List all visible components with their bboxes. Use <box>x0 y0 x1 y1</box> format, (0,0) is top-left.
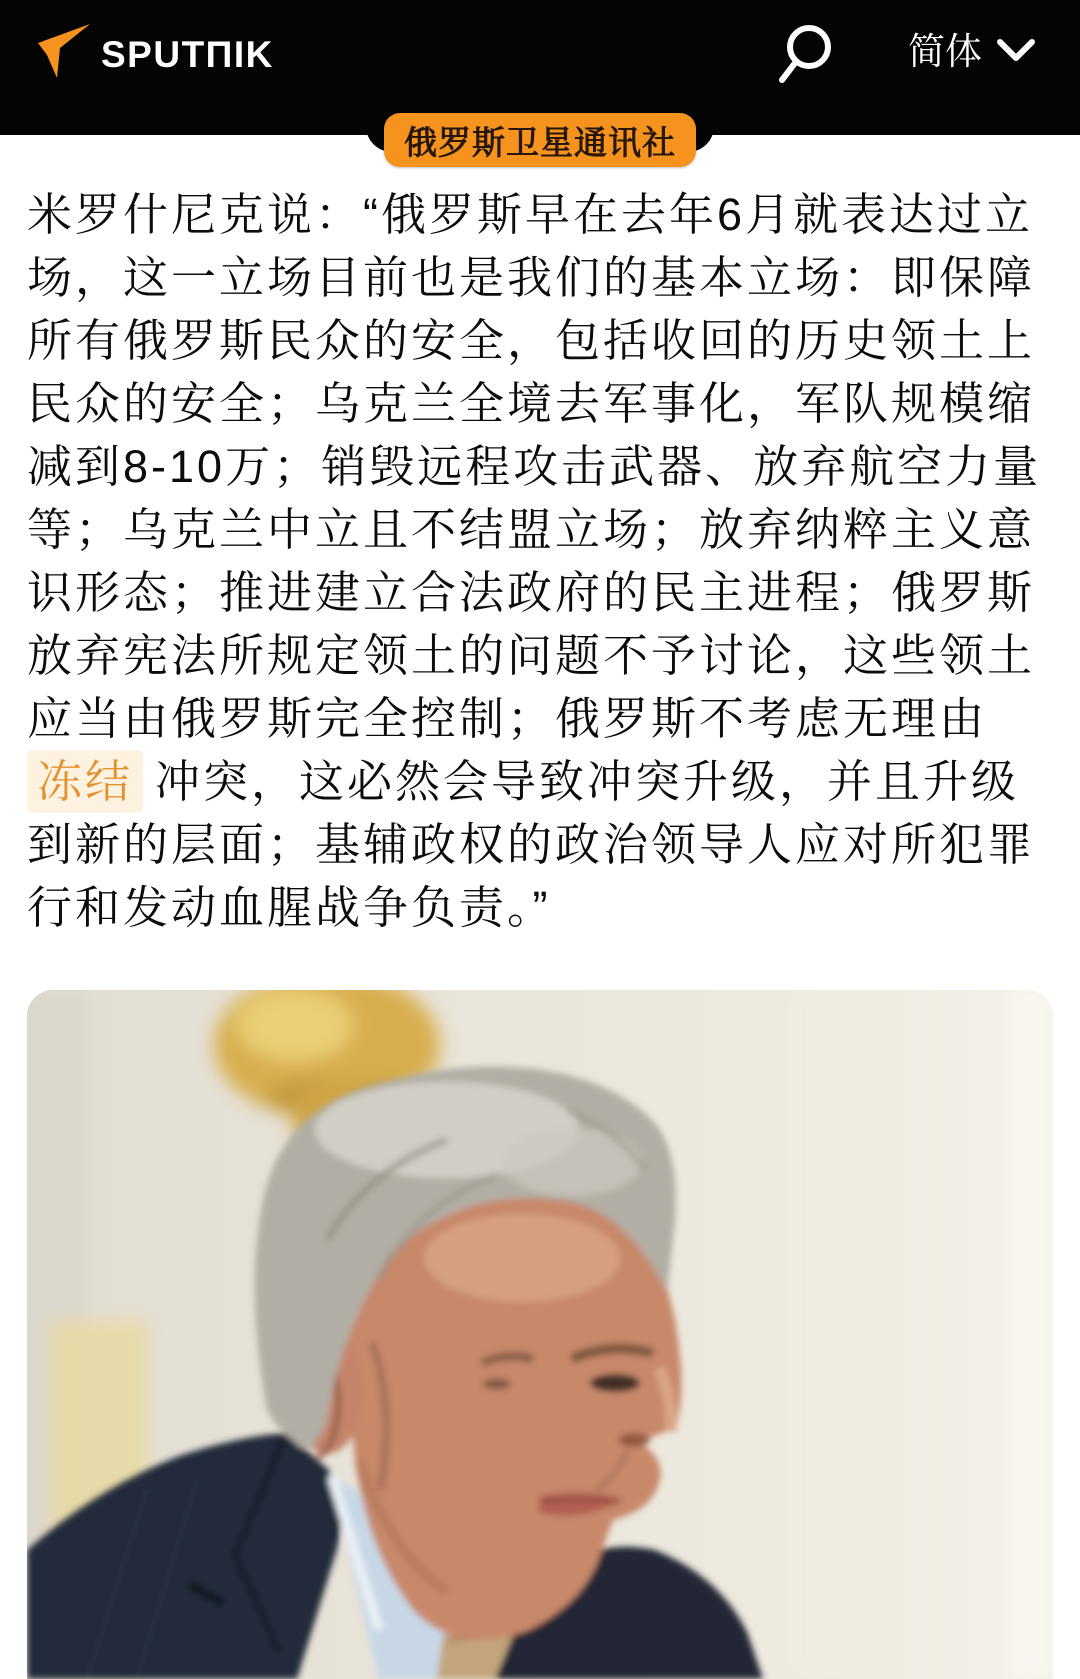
article-body <box>27 183 1053 939</box>
article-line: 到新的层面；基辅政权的政治领导人应对所犯罪 <box>27 819 1036 870</box>
search-icon <box>778 73 834 90</box>
article-line-with-link <box>27 750 1053 813</box>
keyword-link[interactable]: 冻结 <box>27 750 143 813</box>
search-button[interactable] <box>778 22 834 86</box>
site-badge-label: 俄罗斯卫星通讯社 <box>404 123 676 161</box>
article-line: 减到8-10万；销毁远程攻击武器、放弃航空力量 <box>27 441 1042 492</box>
article-line: 应当由俄罗斯完全控制；俄罗斯不考虑无理由 <box>27 693 988 744</box>
article-photo <box>27 990 1053 1679</box>
article-line: 场，这一立场目前也是我们的基本立场：即保障 <box>27 252 1036 303</box>
article-line: 行和发动血腥战争负责。” <box>27 882 551 933</box>
article-line-text: 冲突，这必然会导致冲突升级，并且升级 <box>155 756 1020 807</box>
header-bar <box>0 0 1080 161</box>
language-selector[interactable] <box>908 24 1036 80</box>
sputnik-logo[interactable] <box>37 22 274 87</box>
chevron-down-icon <box>996 36 1036 69</box>
site-badge[interactable] <box>384 113 696 167</box>
sputnik-pennant-icon <box>37 22 93 87</box>
article-line: 米罗什尼克说：“俄罗斯早在去年6月就表达过立 <box>27 189 1034 240</box>
article-line: 民众的安全；乌克兰全境去军事化，军队规模缩 <box>27 378 1036 429</box>
article-line: 识形态；推进建立合法政府的民主进程；俄罗斯 <box>27 567 1036 618</box>
article-line: 所有俄罗斯民众的安全，包括收回的历史领土上 <box>27 315 1036 366</box>
language-label: 简体 <box>908 31 982 72</box>
article-line: 等；乌克兰中立且不结盟立场；放弃纳粹主义意 <box>27 504 1036 555</box>
sputnik-logo-text: SPUTΠIK <box>101 33 274 75</box>
article-line: 放弃宪法所规定领土的问题不予讨论，这些领土 <box>27 630 1036 681</box>
photo-illustration <box>27 990 1053 1679</box>
